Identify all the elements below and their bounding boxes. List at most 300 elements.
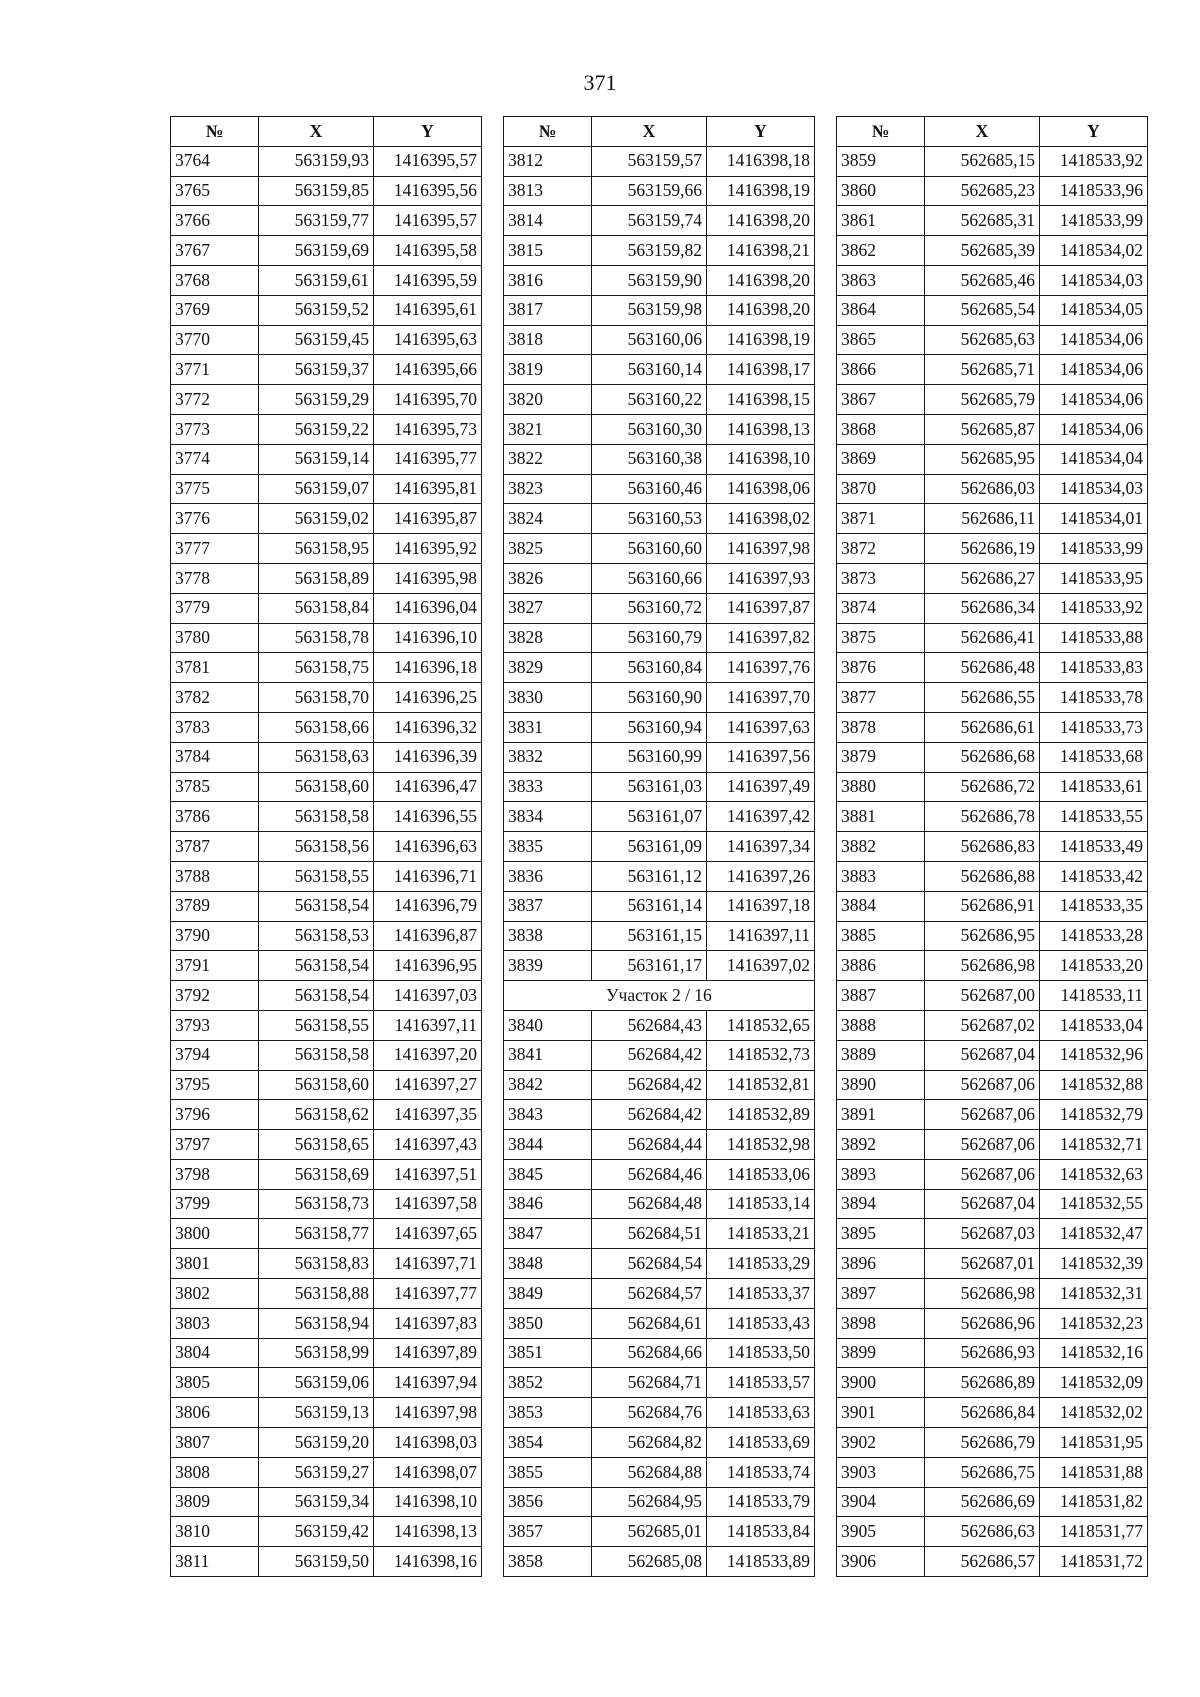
table-row bbox=[171, 832, 482, 862]
cell-y: 1418533,04 bbox=[1040, 1010, 1148, 1040]
cell-y: 1416397,20 bbox=[374, 1040, 482, 1070]
table-row bbox=[171, 861, 482, 891]
table-row bbox=[171, 1070, 482, 1100]
cell-number: 3874 bbox=[837, 593, 925, 623]
cell-x: 562686,88 bbox=[925, 861, 1040, 891]
cell-number: 3810 bbox=[171, 1517, 259, 1547]
table-row bbox=[837, 534, 1148, 564]
cell-number: 3819 bbox=[504, 355, 592, 385]
header-y: Y bbox=[707, 117, 815, 147]
table-row bbox=[837, 1279, 1148, 1309]
cell-x: 562687,02 bbox=[925, 1010, 1040, 1040]
table-row bbox=[837, 1189, 1148, 1219]
cell-number: 3785 bbox=[171, 772, 259, 802]
cell-y: 1416395,61 bbox=[374, 295, 482, 325]
cell-number: 3779 bbox=[171, 593, 259, 623]
cell-y: 1416397,26 bbox=[707, 861, 815, 891]
cell-number: 3873 bbox=[837, 563, 925, 593]
cell-y: 1418533,20 bbox=[1040, 951, 1148, 981]
cell-y: 1418533,78 bbox=[1040, 683, 1148, 713]
cell-x: 563159,90 bbox=[592, 265, 707, 295]
cell-y: 1418532,79 bbox=[1040, 1100, 1148, 1130]
cell-y: 1418534,06 bbox=[1040, 325, 1148, 355]
table-row bbox=[171, 1487, 482, 1517]
header-x: X bbox=[259, 117, 374, 147]
cell-x: 563160,22 bbox=[592, 385, 707, 415]
cell-number: 3811 bbox=[171, 1547, 259, 1577]
cell-number: 3876 bbox=[837, 653, 925, 683]
cell-number: 3837 bbox=[504, 891, 592, 921]
cell-number: 3823 bbox=[504, 474, 592, 504]
cell-number: 3835 bbox=[504, 832, 592, 862]
cell-x: 563161,07 bbox=[592, 802, 707, 832]
cell-x: 563159,14 bbox=[259, 444, 374, 474]
cell-number: 3893 bbox=[837, 1159, 925, 1189]
cell-y: 1416397,58 bbox=[374, 1189, 482, 1219]
cell-x: 562686,27 bbox=[925, 563, 1040, 593]
table-row bbox=[171, 534, 482, 564]
cell-y: 1416396,55 bbox=[374, 802, 482, 832]
section-label: Участок 2 / 16 bbox=[504, 981, 815, 1011]
table-row bbox=[504, 563, 815, 593]
cell-y: 1418532,71 bbox=[1040, 1130, 1148, 1160]
cell-y: 1418533,06 bbox=[707, 1159, 815, 1189]
cell-number: 3903 bbox=[837, 1457, 925, 1487]
cell-y: 1416397,42 bbox=[707, 802, 815, 832]
table-row bbox=[504, 504, 815, 534]
cell-number: 3832 bbox=[504, 742, 592, 772]
cell-number: 3808 bbox=[171, 1457, 259, 1487]
cell-y: 1418534,03 bbox=[1040, 265, 1148, 295]
table-row bbox=[837, 712, 1148, 742]
cell-x: 562684,42 bbox=[592, 1040, 707, 1070]
cell-number: 3904 bbox=[837, 1487, 925, 1517]
table-row bbox=[504, 921, 815, 951]
cell-number: 3804 bbox=[171, 1338, 259, 1368]
table-row bbox=[504, 474, 815, 504]
cell-number: 3878 bbox=[837, 712, 925, 742]
cell-number: 3799 bbox=[171, 1189, 259, 1219]
cell-number: 3809 bbox=[171, 1487, 259, 1517]
table-row bbox=[504, 623, 815, 653]
cell-number: 3836 bbox=[504, 861, 592, 891]
table-row bbox=[171, 1368, 482, 1398]
cell-y: 1416397,02 bbox=[707, 951, 815, 981]
cell-x: 563159,27 bbox=[259, 1457, 374, 1487]
table-row bbox=[171, 355, 482, 385]
cell-number: 3866 bbox=[837, 355, 925, 385]
cell-number: 3881 bbox=[837, 802, 925, 832]
cell-y: 1418533,14 bbox=[707, 1189, 815, 1219]
section-row bbox=[504, 981, 815, 1011]
cell-x: 563161,15 bbox=[592, 921, 707, 951]
cell-number: 3791 bbox=[171, 951, 259, 981]
table-header-row bbox=[504, 117, 815, 147]
cell-y: 1416397,49 bbox=[707, 772, 815, 802]
cell-x: 562685,63 bbox=[925, 325, 1040, 355]
table-row bbox=[837, 1338, 1148, 1368]
cell-number: 3805 bbox=[171, 1368, 259, 1398]
cell-x: 563158,69 bbox=[259, 1159, 374, 1189]
cell-x: 562687,06 bbox=[925, 1070, 1040, 1100]
coordinates-table-1 bbox=[170, 116, 482, 1577]
cell-y: 1416397,76 bbox=[707, 653, 815, 683]
table-row bbox=[171, 385, 482, 415]
table-row bbox=[837, 414, 1148, 444]
cell-y: 1418533,74 bbox=[707, 1457, 815, 1487]
cell-number: 3853 bbox=[504, 1398, 592, 1428]
cell-number: 3839 bbox=[504, 951, 592, 981]
cell-number: 3847 bbox=[504, 1219, 592, 1249]
table-row bbox=[171, 1308, 482, 1338]
cell-y: 1416396,79 bbox=[374, 891, 482, 921]
cell-y: 1416397,82 bbox=[707, 623, 815, 653]
cell-y: 1418533,79 bbox=[707, 1487, 815, 1517]
cell-y: 1416395,81 bbox=[374, 474, 482, 504]
cell-y: 1416398,02 bbox=[707, 504, 815, 534]
cell-number: 3774 bbox=[171, 444, 259, 474]
cell-x: 562686,93 bbox=[925, 1338, 1040, 1368]
table-row bbox=[837, 206, 1148, 236]
table-row bbox=[837, 1517, 1148, 1547]
cell-number: 3807 bbox=[171, 1428, 259, 1458]
cell-y: 1416396,71 bbox=[374, 861, 482, 891]
cell-y: 1418533,99 bbox=[1040, 534, 1148, 564]
cell-y: 1416397,51 bbox=[374, 1159, 482, 1189]
cell-x: 562685,23 bbox=[925, 176, 1040, 206]
cell-number: 3855 bbox=[504, 1457, 592, 1487]
cell-x: 562685,79 bbox=[925, 385, 1040, 415]
table-row bbox=[837, 1487, 1148, 1517]
cell-y: 1418533,61 bbox=[1040, 772, 1148, 802]
cell-y: 1416396,47 bbox=[374, 772, 482, 802]
cell-y: 1416397,56 bbox=[707, 742, 815, 772]
cell-y: 1418534,06 bbox=[1040, 414, 1148, 444]
table-row bbox=[837, 474, 1148, 504]
page-number: 371 bbox=[583, 70, 617, 95]
table-row bbox=[837, 772, 1148, 802]
cell-y: 1416398,13 bbox=[374, 1517, 482, 1547]
table-row bbox=[171, 176, 482, 206]
cell-number: 3829 bbox=[504, 653, 592, 683]
cell-x: 563159,20 bbox=[259, 1428, 374, 1458]
cell-y: 1418534,02 bbox=[1040, 236, 1148, 266]
cell-number: 3845 bbox=[504, 1159, 592, 1189]
table-row bbox=[504, 444, 815, 474]
cell-number: 3790 bbox=[171, 921, 259, 951]
cell-x: 562686,98 bbox=[925, 951, 1040, 981]
table-row bbox=[504, 1517, 815, 1547]
cell-number: 3889 bbox=[837, 1040, 925, 1070]
cell-x: 562684,95 bbox=[592, 1487, 707, 1517]
cell-x: 563160,46 bbox=[592, 474, 707, 504]
cell-x: 562687,04 bbox=[925, 1040, 1040, 1070]
cell-x: 562685,46 bbox=[925, 265, 1040, 295]
cell-y: 1418532,23 bbox=[1040, 1308, 1148, 1338]
table-row bbox=[171, 1130, 482, 1160]
cell-number: 3868 bbox=[837, 414, 925, 444]
table-row bbox=[837, 981, 1148, 1011]
cell-x: 563160,72 bbox=[592, 593, 707, 623]
cell-y: 1418532,09 bbox=[1040, 1368, 1148, 1398]
cell-x: 562686,72 bbox=[925, 772, 1040, 802]
cell-number: 3887 bbox=[837, 981, 925, 1011]
cell-y: 1418533,84 bbox=[707, 1517, 815, 1547]
cell-x: 563159,50 bbox=[259, 1547, 374, 1577]
cell-x: 562684,82 bbox=[592, 1428, 707, 1458]
cell-number: 3831 bbox=[504, 712, 592, 742]
cell-x: 563158,99 bbox=[259, 1338, 374, 1368]
cell-y: 1418533,95 bbox=[1040, 563, 1148, 593]
cell-x: 563158,54 bbox=[259, 981, 374, 1011]
cell-y: 1416397,27 bbox=[374, 1070, 482, 1100]
cell-x: 562686,68 bbox=[925, 742, 1040, 772]
table-row bbox=[837, 265, 1148, 295]
cell-x: 562686,57 bbox=[925, 1547, 1040, 1577]
table-row bbox=[837, 802, 1148, 832]
cell-y: 1416395,63 bbox=[374, 325, 482, 355]
table-row bbox=[837, 504, 1148, 534]
cell-y: 1418533,88 bbox=[1040, 623, 1148, 653]
cell-number: 3786 bbox=[171, 802, 259, 832]
cell-number: 3885 bbox=[837, 921, 925, 951]
cell-x: 563159,07 bbox=[259, 474, 374, 504]
cell-number: 3896 bbox=[837, 1249, 925, 1279]
cell-y: 1418532,89 bbox=[707, 1100, 815, 1130]
coordinates-table-2 bbox=[503, 116, 815, 1577]
table-row bbox=[171, 951, 482, 981]
cell-y: 1416398,19 bbox=[707, 325, 815, 355]
cell-x: 562686,95 bbox=[925, 921, 1040, 951]
cell-x: 563159,74 bbox=[592, 206, 707, 236]
cell-y: 1416398,20 bbox=[707, 295, 815, 325]
cell-x: 563159,69 bbox=[259, 236, 374, 266]
table-row bbox=[171, 772, 482, 802]
cell-number: 3841 bbox=[504, 1040, 592, 1070]
cell-number: 3861 bbox=[837, 206, 925, 236]
table-row bbox=[171, 206, 482, 236]
cell-number: 3792 bbox=[171, 981, 259, 1011]
cell-x: 562684,61 bbox=[592, 1308, 707, 1338]
cell-x: 562684,51 bbox=[592, 1219, 707, 1249]
cell-x: 563158,66 bbox=[259, 712, 374, 742]
cell-x: 562686,61 bbox=[925, 712, 1040, 742]
table-row bbox=[837, 891, 1148, 921]
table-row bbox=[171, 325, 482, 355]
cell-number: 3801 bbox=[171, 1249, 259, 1279]
cell-y: 1416397,03 bbox=[374, 981, 482, 1011]
cell-number: 3766 bbox=[171, 206, 259, 236]
cell-x: 562686,34 bbox=[925, 593, 1040, 623]
table-row bbox=[171, 802, 482, 832]
cell-number: 3898 bbox=[837, 1308, 925, 1338]
cell-y: 1416395,87 bbox=[374, 504, 482, 534]
table-row bbox=[504, 1487, 815, 1517]
cell-x: 562686,83 bbox=[925, 832, 1040, 862]
cell-y: 1416397,98 bbox=[707, 534, 815, 564]
table-row bbox=[504, 325, 815, 355]
cell-x: 562686,78 bbox=[925, 802, 1040, 832]
table-row bbox=[837, 236, 1148, 266]
cell-x: 563161,12 bbox=[592, 861, 707, 891]
table-row bbox=[504, 1249, 815, 1279]
cell-number: 3815 bbox=[504, 236, 592, 266]
table-row bbox=[504, 534, 815, 564]
cell-x: 563158,58 bbox=[259, 802, 374, 832]
cell-number: 3793 bbox=[171, 1010, 259, 1040]
cell-y: 1416398,07 bbox=[374, 1457, 482, 1487]
cell-x: 563158,70 bbox=[259, 683, 374, 713]
cell-number: 3867 bbox=[837, 385, 925, 415]
cell-number: 3767 bbox=[171, 236, 259, 266]
cell-y: 1416397,71 bbox=[374, 1249, 482, 1279]
table-row bbox=[837, 653, 1148, 683]
cell-number: 3784 bbox=[171, 742, 259, 772]
table-row bbox=[504, 683, 815, 713]
cell-x: 563160,99 bbox=[592, 742, 707, 772]
cell-number: 3850 bbox=[504, 1308, 592, 1338]
table-row bbox=[171, 146, 482, 176]
cell-number: 3843 bbox=[504, 1100, 592, 1130]
cell-y: 1418533,50 bbox=[707, 1338, 815, 1368]
cell-number: 3880 bbox=[837, 772, 925, 802]
cell-number: 3813 bbox=[504, 176, 592, 206]
table-row bbox=[171, 1398, 482, 1428]
cell-x: 562687,00 bbox=[925, 981, 1040, 1011]
cell-number: 3872 bbox=[837, 534, 925, 564]
cell-number: 3782 bbox=[171, 683, 259, 713]
table-row bbox=[504, 1457, 815, 1487]
cell-y: 1416398,10 bbox=[374, 1487, 482, 1517]
cell-number: 3787 bbox=[171, 832, 259, 862]
cell-number: 3773 bbox=[171, 414, 259, 444]
cell-y: 1418533,83 bbox=[1040, 653, 1148, 683]
cell-y: 1416396,87 bbox=[374, 921, 482, 951]
cell-y: 1416398,16 bbox=[374, 1547, 482, 1577]
cell-x: 563158,89 bbox=[259, 563, 374, 593]
header-x: X bbox=[592, 117, 707, 147]
cell-y: 1416395,56 bbox=[374, 176, 482, 206]
cell-number: 3830 bbox=[504, 683, 592, 713]
cell-number: 3906 bbox=[837, 1547, 925, 1577]
cell-number: 3852 bbox=[504, 1368, 592, 1398]
table-row bbox=[504, 295, 815, 325]
cell-x: 562685,31 bbox=[925, 206, 1040, 236]
cell-y: 1416396,25 bbox=[374, 683, 482, 713]
cell-number: 3783 bbox=[171, 712, 259, 742]
table-row bbox=[171, 1010, 482, 1040]
table-row bbox=[837, 1010, 1148, 1040]
cell-y: 1416397,93 bbox=[707, 563, 815, 593]
cell-x: 563159,02 bbox=[259, 504, 374, 534]
cell-x: 563159,37 bbox=[259, 355, 374, 385]
cell-x: 563159,29 bbox=[259, 385, 374, 415]
cell-x: 562687,03 bbox=[925, 1219, 1040, 1249]
cell-number: 3814 bbox=[504, 206, 592, 236]
cell-y: 1418532,55 bbox=[1040, 1189, 1148, 1219]
cell-x: 563159,61 bbox=[259, 265, 374, 295]
table-row bbox=[504, 1338, 815, 1368]
cell-number: 3771 bbox=[171, 355, 259, 385]
cell-x: 563158,55 bbox=[259, 1010, 374, 1040]
cell-number: 3863 bbox=[837, 265, 925, 295]
cell-number: 3849 bbox=[504, 1279, 592, 1309]
cell-y: 1418531,95 bbox=[1040, 1428, 1148, 1458]
table-row bbox=[504, 1070, 815, 1100]
table-row bbox=[504, 712, 815, 742]
table-row bbox=[837, 1159, 1148, 1189]
cell-number: 3768 bbox=[171, 265, 259, 295]
cell-x: 562686,69 bbox=[925, 1487, 1040, 1517]
table-row bbox=[504, 742, 815, 772]
header-y: Y bbox=[1040, 117, 1148, 147]
cell-x: 562684,76 bbox=[592, 1398, 707, 1428]
table-row bbox=[171, 1279, 482, 1309]
cell-x: 563160,94 bbox=[592, 712, 707, 742]
table-row bbox=[504, 265, 815, 295]
cell-x: 563158,54 bbox=[259, 891, 374, 921]
cell-x: 563159,98 bbox=[592, 295, 707, 325]
cell-y: 1416395,57 bbox=[374, 206, 482, 236]
table-row bbox=[504, 236, 815, 266]
cell-number: 3891 bbox=[837, 1100, 925, 1130]
table-row bbox=[837, 623, 1148, 653]
table-row bbox=[837, 444, 1148, 474]
cell-y: 1416398,06 bbox=[707, 474, 815, 504]
table-row bbox=[837, 951, 1148, 981]
cell-x: 563161,14 bbox=[592, 891, 707, 921]
cell-number: 3765 bbox=[171, 176, 259, 206]
table-row bbox=[171, 1159, 482, 1189]
cell-y: 1418533,35 bbox=[1040, 891, 1148, 921]
cell-x: 562686,11 bbox=[925, 504, 1040, 534]
cell-x: 562685,15 bbox=[925, 146, 1040, 176]
table-row bbox=[171, 1428, 482, 1458]
cell-y: 1416397,98 bbox=[374, 1398, 482, 1428]
cell-y: 1416397,70 bbox=[707, 683, 815, 713]
cell-x: 562684,42 bbox=[592, 1100, 707, 1130]
table-row bbox=[837, 1130, 1148, 1160]
cell-number: 3844 bbox=[504, 1130, 592, 1160]
cell-x: 563158,63 bbox=[259, 742, 374, 772]
table-row bbox=[837, 1308, 1148, 1338]
cell-x: 563160,38 bbox=[592, 444, 707, 474]
cell-number: 3820 bbox=[504, 385, 592, 415]
cell-number: 3877 bbox=[837, 683, 925, 713]
cell-number: 3864 bbox=[837, 295, 925, 325]
cell-x: 563158,95 bbox=[259, 534, 374, 564]
table-row bbox=[171, 414, 482, 444]
cell-x: 562685,54 bbox=[925, 295, 1040, 325]
table-row bbox=[171, 265, 482, 295]
table-row bbox=[504, 1100, 815, 1130]
table-row bbox=[837, 1040, 1148, 1070]
table-row bbox=[837, 1398, 1148, 1428]
cell-y: 1416396,95 bbox=[374, 951, 482, 981]
cell-number: 3865 bbox=[837, 325, 925, 355]
cell-y: 1416395,59 bbox=[374, 265, 482, 295]
cell-number: 3824 bbox=[504, 504, 592, 534]
table-row bbox=[171, 891, 482, 921]
cell-number: 3795 bbox=[171, 1070, 259, 1100]
table-row bbox=[171, 1100, 482, 1130]
cell-number: 3871 bbox=[837, 504, 925, 534]
cell-x: 562686,75 bbox=[925, 1457, 1040, 1487]
cell-y: 1416395,77 bbox=[374, 444, 482, 474]
cell-number: 3780 bbox=[171, 623, 259, 653]
cell-number: 3892 bbox=[837, 1130, 925, 1160]
cell-number: 3797 bbox=[171, 1130, 259, 1160]
